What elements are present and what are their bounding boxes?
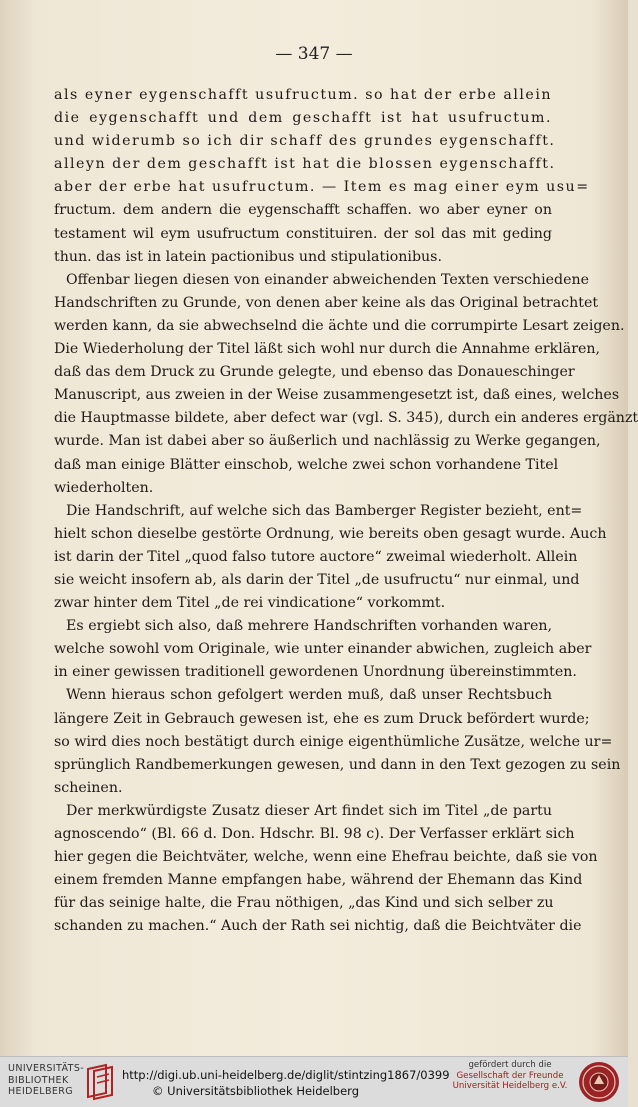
permalink-url[interactable]: http://digi.ub.uni-heidelberg.de/diglit/stintzing1867/0399 [122,1068,450,1082]
text-line-5: aber der erbe hat usufructum. — Item es mag einer eym usu= [54,179,590,196]
page-number: — 347 — [275,44,353,64]
text-line-12: Die Wiederholung der Titel läßt sich wohl nur durch die Annahme erklären, [54,341,601,358]
text-line-27: Wenn hieraus schon gefolgert werden muß, daß unser Rechtsbuch [66,687,552,704]
text-line-32: Der merkwürdigste Zusatz dieser Art findet sich im Titel „de partu [66,802,552,819]
text-line-13: daß das dem Druck zu Grunde gelegte, und ebenso das Donaueschinger [54,364,575,381]
text-line-37: schanden zu machen.“ Auch der Rath sei nichtig, daß die Beichtväter die [54,918,582,935]
text-line-35: einem fremden Manne empfangen habe, während der Ehemann das Kind [54,872,583,889]
text-line-17: daß man einige Blätter einschob, welche zwei schon vorhandene Titel [54,456,559,473]
sponsor-prefix: gefördert durch die [468,1060,552,1070]
text-line-21: ist darin der Titel „quod falso tutore auctore“ zweimal wiederholt. Allein [54,548,578,565]
text-line-16: wurde. Man ist dabei aber so äußerlich und nachlässig zu Werke gegangen, [54,433,601,450]
text-line-34: hier gegen die Beichtväter, welche, wenn eine Ehefrau beichte, daß sie von [54,849,598,866]
library-logo-icon [84,1063,116,1101]
sponsor-note [450,1060,570,1092]
text-line-14: Manuscript, aus zweien in der Weise zusammengesetzt ist, daß eines, welches [54,387,620,404]
text-line-24: Es ergiebt sich also, daß mehrere Handschriften vorhanden waren, [66,618,552,635]
text-line-23: zwar hinter dem Titel „de rei vindicatione“ vorkommt. [54,595,446,612]
text-line-3: und widerumb so ich dir schaff des grundes eygenschafft. [54,133,556,150]
text-line-25: welche sowohl vom Originale, wie unter einander abwichen, zugleich aber [54,641,592,658]
sponsor-org-line-2: Universität Heidelberg e.V. [452,1081,568,1091]
text-line-30: sprünglich Randbemerkungen gewesen, und dann in den Text gezogen zu sein [54,756,621,773]
text-line-19: Die Handschrift, auf welche sich das Bamberger Register bezieht, ent= [66,502,583,519]
university-name-line-2: BIBLIOTHEK [8,1074,69,1086]
text-line-8: thun. das ist in latein pactionibus und stipulationibus. [54,248,442,265]
text-line-11: werden kann, da sie abwechselnd die ächte und die corrumpirte Lesart zeigen. [54,317,625,334]
text-line-28: längere Zeit in Gebrauch gewesen ist, ehe es zum Druck befördert wurde; [54,710,590,727]
text-line-29: so wird dies noch bestätigt durch einige eigenthümliche Zusätze, welche ur= [54,733,613,750]
university-name-line-1: UNIVERSITÄTS- [8,1063,85,1074]
university-name-line-3: HEIDELBERG [8,1086,74,1097]
text-line-36: für das seinige halte, die Frau nöthigen, „das Kind und sich selber zu [54,895,554,912]
text-line-22: sie weicht insofern ab, als darin der Titel „de usufructu“ nur einmal, und [54,571,580,588]
text-line-18: wiederholten. [54,479,154,496]
text-line-26: in einer gewissen traditionell gewordenen Unordnung übereinstimmten. [54,664,577,681]
text-line-4: alleyn der dem geschafft ist hat die blossen eygenschafft. [54,156,556,173]
text-line-31: scheinen. [54,779,123,796]
text-line-9: Offenbar liegen diesen von einander abweichenden Texten verschiedene [66,271,590,288]
text-line-7: testament wil eym usufructum constituiren. der sol das mit geding [54,225,552,242]
library-footer [0,1056,628,1107]
body-text [54,84,638,938]
text-line-20: hielt schon dieselbe gestörte Ordnung, wie bereits oben gesagt wurde. Auch [54,525,607,542]
copyright-notice: © Universitätsbibliothek Heidelberg [152,1084,360,1098]
text-line-6: fructum. dem andern die eygenschafft schaffen. wo aber eyner on [54,202,552,219]
text-line-10: Handschriften zu Grunde, von denen aber keine als das Original betrachtet [54,294,599,311]
sponsor-org-line-1: Gesellschaft der Freunde [456,1070,564,1081]
text-line-33: agnoscendo“ (Bl. 66 d. Don. Hdschr. Bl. 98 c). Der Verfasser erklärt sich [54,826,575,842]
university-seal-icon [577,1060,621,1104]
text-line-2: die eygenschafft und dem geschafft ist hat usufructum. [54,110,552,127]
university-library-name [8,1063,88,1098]
text-line-1: als eyner eygenschafft usufructum. so hat der erbe allein [54,87,552,103]
text-line-15: die Hauptmasse bildete, aber defect war (vgl. S. 345), durch ein anderes ergänzt [54,410,638,427]
